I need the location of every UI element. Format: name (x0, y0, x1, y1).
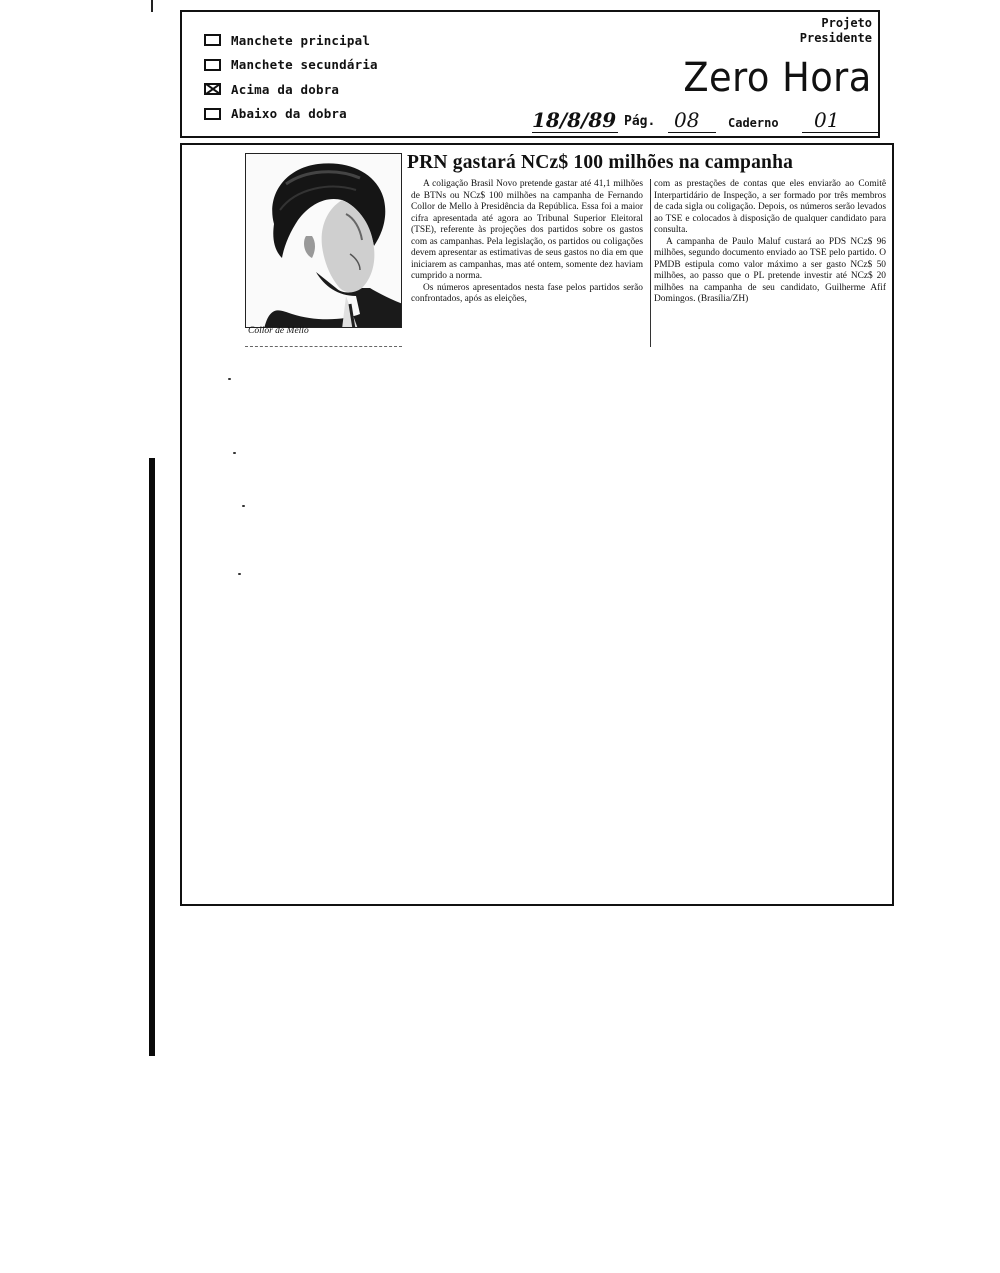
date-underline (532, 132, 618, 133)
photo-caption: Collor de Mello (248, 326, 309, 336)
checklist-item-acima-da-dobra[interactable] (204, 77, 378, 102)
section-underline (802, 132, 878, 133)
article-column-2 (654, 179, 886, 306)
checklist-item-abaixo-da-dobra[interactable] (204, 102, 378, 127)
checkbox-manchete-principal[interactable] (204, 34, 221, 46)
checklist-item-manchete-secundaria[interactable] (204, 53, 378, 78)
handwritten-date: 18/8/89 (532, 108, 617, 132)
article-paragraph: Os números apresentados nesta fase pelos partidos serão confrontados, após as eleições, (411, 282, 643, 304)
checklist-label: Manchete principal (231, 32, 371, 48)
checkbox-acima-da-dobra-checked[interactable] (204, 83, 221, 95)
article-paragraph: com as prestações de contas que eles enviarão ao Comitê Interpartidário de Inspeção, a ser formado por três membros de cada sigla ou coligação. Depois, os números serão levados ao TSE e colocados à disposição de qualquer candidato para consulta. (654, 179, 886, 235)
photo-rule (245, 346, 402, 347)
checklist-label: Acima da dobra (231, 81, 340, 97)
handwritten-page: 08 (674, 108, 700, 132)
article-headline: PRN gastará NCz$ 100 milhões na campanha (407, 152, 794, 173)
placement-checklist (204, 28, 378, 126)
dateline (532, 108, 878, 132)
handwritten-section: 01 (814, 108, 840, 132)
checkbox-manchete-secundaria[interactable] (204, 59, 221, 71)
clipping-box (180, 143, 894, 906)
column-divider (650, 179, 651, 347)
checklist-label: Manchete secundária (231, 57, 378, 73)
checkbox-abaixo-da-dobra[interactable] (204, 108, 221, 120)
page-label: Pág. (624, 114, 656, 129)
project-name: Presidente (799, 31, 872, 45)
newspaper-name: Zero Hora (683, 55, 872, 101)
article-column-1 (411, 179, 643, 306)
checklist-label: Abaixo da dobra (231, 106, 347, 122)
article-paragraph: A coligação Brasil Novo pretende gastar até 41,1 milhões de BTNs ou NCz$ 100 milhões na campanha de Fernando Collor de Mello à Presidência da República. Essa foi a maior cifra apresentada até agora ao Tribunal Superior Eleitoral (TSE), referente às projeções dos partidos sobre os gastos com as campanhas. Pela legislação, os partidos ou coligações devem apresentar as estimativas de seus gastos no dia em que iniciarem as campanhas, mas até ontem, somente dez haviam cumprido a norma. (411, 179, 643, 281)
article-paragraph: A campanha de Paulo Maluf custará ao PDS NCz$ 96 milhões, segundo documento enviado ao TSE pelo partido. O PMDB estipula como valor máximo a ser gasto NCz$ 50 milhões, ao passo que o PL pretende investir até NCz$ 20 milhões na campanha de seu candidato, Guilherme Afif Domingos. (Brasília/ZH) (654, 236, 886, 304)
section-label: Caderno (728, 116, 779, 130)
project-stamp (800, 16, 872, 46)
checklist-item-manchete-principal[interactable] (204, 28, 378, 53)
scan-edge-bar (149, 458, 155, 1056)
portrait-photo (245, 153, 402, 328)
page-underline (668, 132, 716, 133)
portrait-image (246, 154, 402, 328)
scan-edge-mark (151, 0, 153, 12)
clipping-header-form (180, 10, 880, 138)
project-label: Projeto (821, 16, 872, 30)
